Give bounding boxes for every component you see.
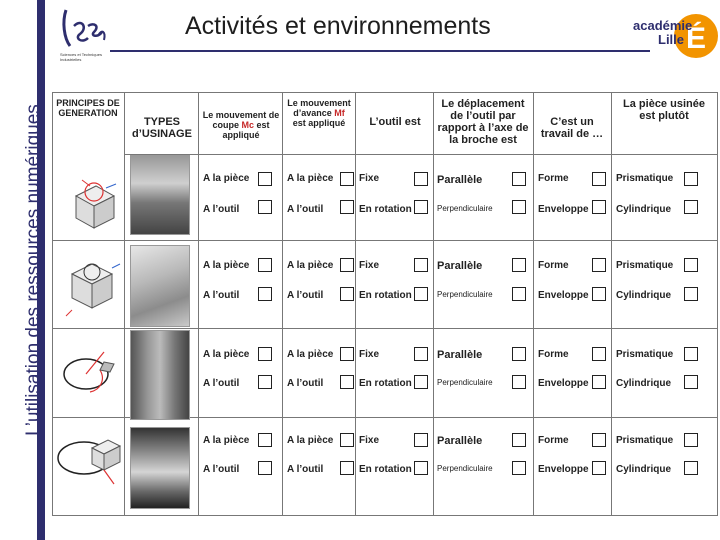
option-perpendiculaire: Perpendiculaire [437, 290, 493, 299]
checkbox-mc-outil[interactable] [258, 200, 272, 214]
option-enveloppe: Enveloppe [538, 464, 589, 475]
checkbox-fixe[interactable] [414, 347, 428, 361]
sidebar-title: L’utilisation des ressources numériques [23, 104, 44, 436]
option-fixe: Fixe [359, 349, 380, 360]
option-mf-piece: A la pièce [287, 260, 334, 271]
option-mc-outil: A l’outil [203, 204, 240, 215]
option-mc-piece: A la pièce [203, 349, 250, 360]
checkbox-mc-piece[interactable] [258, 433, 272, 447]
checkbox-mf-piece[interactable] [340, 258, 354, 272]
option-prismatique: Prismatique [616, 349, 674, 360]
checkbox-forme[interactable] [592, 258, 606, 272]
checkbox-mf-piece[interactable] [340, 172, 354, 186]
header-mf-key: Mf [334, 108, 345, 118]
checkbox-prismatique[interactable] [684, 433, 698, 447]
option-mf-piece: A la pièce [287, 173, 334, 184]
option-cylindrique: Cylindrique [616, 378, 672, 389]
academie-label: académie [633, 18, 693, 33]
option-fixe: Fixe [359, 435, 380, 446]
checkbox-perpendiculaire[interactable] [512, 461, 526, 475]
header-mf-post: est appliqué [292, 118, 346, 128]
igen-logo-subtitle: Sciences et Techniques Industrielles [60, 52, 102, 62]
checkbox-perpendiculaire[interactable] [512, 287, 526, 301]
option-prismatique: Prismatique [616, 260, 674, 271]
column-separator [611, 92, 612, 516]
option-mf-piece: A la pièce [287, 435, 334, 446]
checkbox-rotation[interactable] [414, 375, 428, 389]
checkbox-rotation[interactable] [414, 287, 428, 301]
checkbox-cylindrique[interactable] [684, 375, 698, 389]
checkbox-fixe[interactable] [414, 172, 428, 186]
option-perpendiculaire: Perpendiculaire [437, 204, 493, 213]
header-mouvement-coupe [202, 110, 280, 140]
checkbox-mc-outil[interactable] [258, 461, 272, 475]
table-border [52, 92, 53, 516]
checkbox-fixe[interactable] [414, 433, 428, 447]
option-mc-piece: A la pièce [203, 435, 250, 446]
option-mf-outil: A l’outil [287, 290, 324, 301]
checkbox-parallele[interactable] [512, 433, 526, 447]
header-separator [124, 154, 718, 155]
checkbox-mf-outil[interactable] [340, 287, 354, 301]
page-title: Activités et environnements [185, 12, 491, 40]
option-rotation: En rotation [359, 464, 412, 475]
checkbox-prismatique[interactable] [684, 347, 698, 361]
checkbox-forme[interactable] [592, 172, 606, 186]
diagram-turning-circle [60, 340, 126, 410]
header-mc-key: Mc [241, 120, 254, 130]
row-separator [52, 240, 718, 241]
checkbox-enveloppe[interactable] [592, 461, 606, 475]
header-piece: La pièce usinée est plutôt [623, 98, 705, 122]
option-forme: Forme [538, 349, 569, 360]
checkbox-forme[interactable] [592, 347, 606, 361]
checkbox-mf-piece[interactable] [340, 433, 354, 447]
header-deplacement: Le déplacement de l’outil par rapport à l’axe de la broche est [437, 98, 529, 146]
checkbox-rotation[interactable] [414, 200, 428, 214]
option-perpendiculaire: Perpendiculaire [437, 378, 493, 387]
option-prismatique: Prismatique [616, 173, 674, 184]
checkbox-parallele[interactable] [512, 258, 526, 272]
checkbox-mf-outil[interactable] [340, 375, 354, 389]
checkbox-mf-outil[interactable] [340, 461, 354, 475]
option-rotation: En rotation [359, 290, 412, 301]
option-mc-outil: A l’outil [203, 290, 240, 301]
checkbox-parallele[interactable] [512, 172, 526, 186]
option-mc-outil: A l’outil [203, 378, 240, 389]
diagram-milling-face [62, 170, 124, 234]
photo-milling-cutter [130, 155, 190, 235]
option-cylindrique: Cylindrique [616, 464, 672, 475]
checkbox-enveloppe[interactable] [592, 287, 606, 301]
option-cylindrique: Cylindrique [616, 290, 672, 301]
option-parallele: Parallèle [437, 435, 483, 447]
column-separator [198, 92, 199, 516]
row-separator [52, 328, 718, 329]
header-mf-pre: Le mouvement d’avance [287, 98, 351, 118]
checkbox-prismatique[interactable] [684, 172, 698, 186]
column-separator [282, 92, 283, 516]
checkbox-cylindrique[interactable] [684, 287, 698, 301]
table-border [52, 92, 718, 93]
checkbox-enveloppe[interactable] [592, 200, 606, 214]
diagram-turning-cylinder [56, 428, 126, 498]
column-separator [533, 92, 534, 516]
option-forme: Forme [538, 260, 569, 271]
header-types: TYPES d’USINAGE [132, 116, 192, 140]
option-mc-piece: A la pièce [203, 173, 250, 184]
column-separator [355, 92, 356, 516]
checkbox-forme[interactable] [592, 433, 606, 447]
photo-milling-machine [130, 245, 190, 327]
option-fixe: Fixe [359, 260, 380, 271]
option-mf-piece: A la pièce [287, 349, 334, 360]
checkbox-rotation[interactable] [414, 461, 428, 475]
header-mouvement-avance [286, 98, 352, 128]
option-enveloppe: Enveloppe [538, 290, 589, 301]
title-underline [110, 50, 650, 52]
option-enveloppe: Enveloppe [538, 378, 589, 389]
option-cylindrique: Cylindrique [616, 204, 672, 215]
diagram-milling-side [62, 254, 124, 318]
header-mc-post: est appliqué [222, 120, 270, 140]
table-border [717, 92, 718, 516]
option-parallele: Parallèle [437, 349, 483, 361]
checkbox-mf-outil[interactable] [340, 200, 354, 214]
column-separator [433, 92, 434, 516]
option-mc-outil: A l’outil [203, 464, 240, 475]
lille-label: Lille [658, 32, 685, 47]
sidebar [0, 0, 45, 540]
photo-lathe-chuck [130, 427, 190, 509]
checkbox-prismatique[interactable] [684, 258, 698, 272]
option-fixe: Fixe [359, 173, 380, 184]
option-rotation: En rotation [359, 378, 412, 389]
option-forme: Forme [538, 173, 569, 184]
checkbox-fixe[interactable] [414, 258, 428, 272]
checkbox-mc-outil[interactable] [258, 375, 272, 389]
checkbox-cylindrique[interactable] [684, 461, 698, 475]
checkbox-cylindrique[interactable] [684, 200, 698, 214]
option-rotation: En rotation [359, 204, 412, 215]
checkbox-enveloppe[interactable] [592, 375, 606, 389]
svg-text:É: É [686, 22, 707, 55]
photo-drill-tool [130, 330, 190, 420]
option-forme: Forme [538, 435, 569, 446]
header-outil: L’outil est [369, 116, 421, 128]
option-mc-piece: A la pièce [203, 260, 250, 271]
option-parallele: Parallèle [437, 260, 483, 272]
checkbox-parallele[interactable] [512, 347, 526, 361]
checkbox-perpendiculaire[interactable] [512, 375, 526, 389]
option-perpendiculaire: Perpendiculaire [437, 464, 493, 473]
option-mf-outil: A l’outil [287, 204, 324, 215]
checkbox-mc-piece[interactable] [258, 258, 272, 272]
option-prismatique: Prismatique [616, 435, 674, 446]
option-parallele: Parallèle [437, 174, 483, 186]
header-travail: C’est un travail de … [540, 116, 604, 140]
checkbox-mc-piece[interactable] [258, 347, 272, 361]
option-enveloppe: Enveloppe [538, 204, 589, 215]
table-border [52, 515, 718, 516]
checkbox-mf-piece[interactable] [340, 347, 354, 361]
option-mf-outil: A l’outil [287, 464, 324, 475]
checkbox-mc-outil[interactable] [258, 287, 272, 301]
checkbox-perpendiculaire[interactable] [512, 200, 526, 214]
checkbox-mc-piece[interactable] [258, 172, 272, 186]
header-mc-pre: Le mouvement de coupe [202, 110, 280, 130]
header-principes: PRINCIPES DE GENERATION [56, 98, 120, 118]
option-mf-outil: A l’outil [287, 378, 324, 389]
